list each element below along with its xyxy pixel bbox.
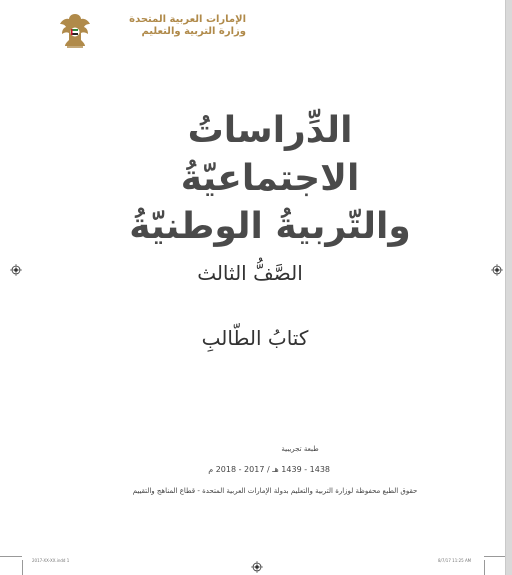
edition-label: طبعة تجريبية — [281, 445, 319, 453]
registration-mark-icon — [491, 264, 503, 276]
ministry-line-1: الإمارات العربية المتحدة — [129, 14, 246, 25]
viewer-background — [506, 0, 512, 575]
uae-emblem-icon — [57, 10, 93, 50]
book-title — [120, 107, 420, 251]
ministry-name — [96, 14, 246, 38]
registration-mark-icon — [10, 264, 22, 276]
book-type-label: كتابُ الطّالبِ — [201, 326, 309, 350]
grade-label: الصَّفُّ الثالث — [197, 261, 303, 285]
edition-years: 1438 - 1439 هـ / 2017 - 2018 م — [208, 465, 330, 474]
crop-mark — [22, 560, 23, 575]
crop-mark — [484, 556, 505, 557]
registration-mark-icon — [251, 561, 263, 573]
slug-right: 8/7/17 11:25 AM — [438, 558, 472, 563]
slug-left: 2017-XX-XX.indd 1 — [32, 558, 70, 563]
ministry-line-2: وزارة التربية والتعليم — [141, 26, 246, 37]
copyright-notice: حقوق الطبع محفوظة لوزارة التربية والتعليم بدولة الإمارات العربية المتحدة - قطاع المناهج والتقييم — [132, 487, 418, 495]
book-title-line-2: والتّربيةُ الوطنيّةُ — [129, 206, 411, 247]
book-title-line-1: الدِّراساتُ الاجتماعيّةُ — [180, 110, 360, 199]
crop-mark — [484, 560, 485, 575]
crop-mark — [0, 556, 22, 557]
